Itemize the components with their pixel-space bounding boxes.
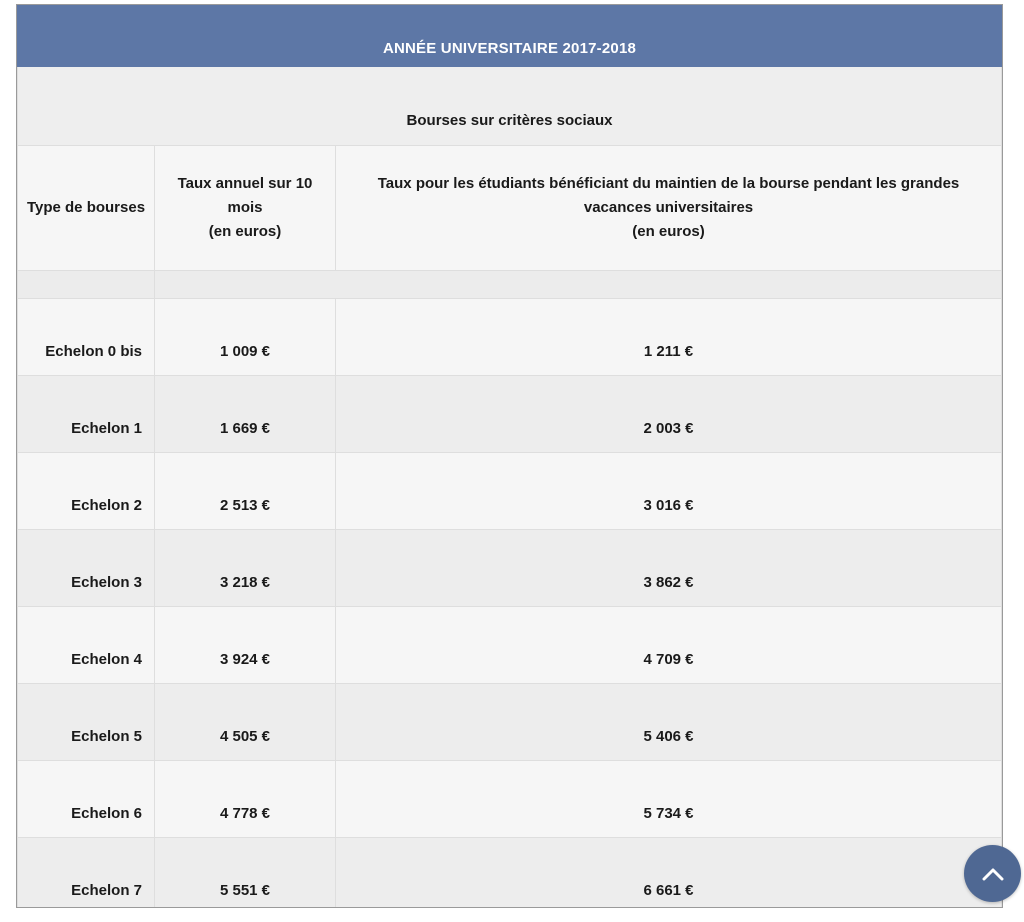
header-taux-annuel-text: Taux annuel sur 10 mois (en euros)	[177, 174, 313, 240]
annual-rate-cell: 3 218 €	[155, 529, 336, 606]
header-type-de-bourses: Type de bourses	[18, 145, 155, 270]
table-banner	[17, 5, 1002, 67]
table-subtitle: Bourses sur critères sociaux	[18, 67, 1002, 145]
echelon-name-cell: Echelon 3	[18, 529, 155, 606]
bourses-table-container	[16, 4, 1003, 908]
annual-rate-cell: 4 505 €	[155, 683, 336, 760]
summer-rate-cell: 5 406 €	[336, 683, 1002, 760]
spacer-cell	[18, 270, 155, 298]
summer-rate-cell: 6 661 €	[336, 837, 1002, 908]
annual-rate-cell: 3 924 €	[155, 606, 336, 683]
table-spacer-row	[18, 270, 1002, 298]
chevron-up-icon	[982, 867, 1004, 881]
echelon-name-cell: Echelon 2	[18, 452, 155, 529]
table-row	[18, 529, 1002, 606]
echelon-name-cell: Echelon 1	[18, 375, 155, 452]
summer-rate-cell: 4 709 €	[336, 606, 1002, 683]
header-taux-annuel	[155, 145, 336, 270]
summer-rate-cell: 5 734 €	[336, 760, 1002, 837]
bourses-table	[17, 67, 1002, 908]
header-taux-vacances	[336, 145, 1002, 270]
table-row	[18, 606, 1002, 683]
table-header-row	[18, 145, 1002, 270]
summer-rate-cell: 3 862 €	[336, 529, 1002, 606]
spacer-cell	[155, 270, 1002, 298]
echelon-name-cell: Echelon 7	[18, 837, 155, 908]
banner-title: ANNÉE UNIVERSITAIRE 2017-2018	[382, 40, 637, 57]
table-row	[18, 375, 1002, 452]
summer-rate-cell: 1 211 €	[336, 298, 1002, 375]
annual-rate-cell: 5 551 €	[155, 837, 336, 908]
header-taux-vacances-text: Taux pour les étudiants bénéficiant du maintien de la bourse pendant les grandes vacances universitaires (en euros)	[377, 174, 960, 240]
annual-rate-cell: 1 009 €	[155, 298, 336, 375]
scroll-to-top-button[interactable]	[964, 845, 1021, 902]
summer-rate-cell: 3 016 €	[336, 452, 1002, 529]
echelon-name-cell: Echelon 4	[18, 606, 155, 683]
annual-rate-cell: 2 513 €	[155, 452, 336, 529]
echelon-name-cell: Echelon 0 bis	[18, 298, 155, 375]
annual-rate-cell: 1 669 €	[155, 375, 336, 452]
table-row	[18, 837, 1002, 908]
table-row	[18, 760, 1002, 837]
table-row	[18, 298, 1002, 375]
table-row	[18, 452, 1002, 529]
echelon-name-cell: Echelon 5	[18, 683, 155, 760]
summer-rate-cell: 2 003 €	[336, 375, 1002, 452]
table-row	[18, 683, 1002, 760]
table-subtitle-row	[18, 67, 1002, 145]
annual-rate-cell: 4 778 €	[155, 760, 336, 837]
echelon-name-cell: Echelon 6	[18, 760, 155, 837]
